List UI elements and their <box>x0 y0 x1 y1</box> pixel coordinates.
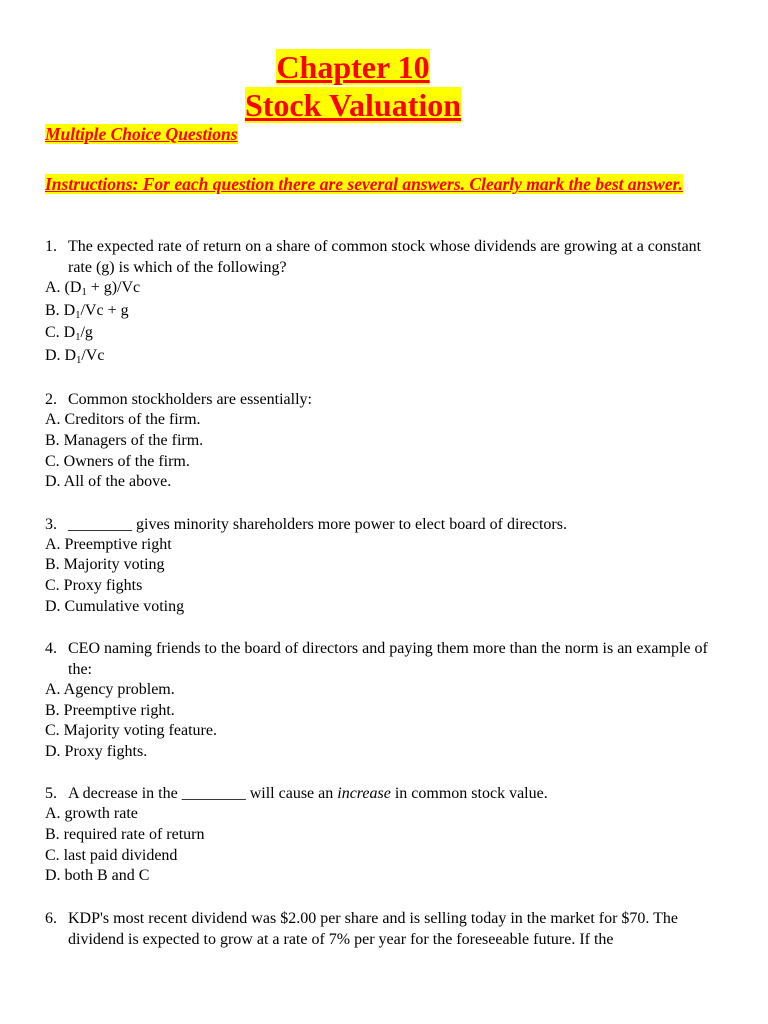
answer-option-a[interactable]: A. growth rate <box>45 805 138 823</box>
instructions-wrap <box>45 173 715 196</box>
question-1 <box>45 236 725 369</box>
question-number: 4. <box>45 639 57 657</box>
question-stem: KDP's most recent dividend was $2.00 per share and is selling today in the market for $70. The dividend is expected to grow at a rate of 7% per year for the foreseeable future. If the <box>68 909 679 948</box>
question-number: 1. <box>45 238 57 255</box>
answer-option-a[interactable]: A. Agency problem. <box>45 680 175 698</box>
question-4 <box>45 638 725 763</box>
answer-option-b[interactable]: B. Managers of the firm. <box>45 432 204 450</box>
title-block <box>0 48 706 124</box>
question-stem: ________ gives minority shareholders more power to elect board of directors. <box>68 515 567 533</box>
instructions-text: Instructions: For each question there are several answers. Clearly mark the best answer. <box>45 174 683 194</box>
question-list <box>45 236 725 970</box>
section-heading: Multiple Choice Questions <box>45 124 238 144</box>
question-number: 3. <box>45 515 57 533</box>
answer-option-a[interactable]: A. Preemptive right <box>45 535 172 553</box>
answer-option-c[interactable]: C. Owners of the firm. <box>45 452 190 470</box>
question-6 <box>45 908 725 950</box>
section-heading-wrap <box>45 124 238 145</box>
question-stem: Common stockholders are essentially: <box>68 391 312 409</box>
answer-option-b[interactable]: B. Majority voting <box>45 556 165 574</box>
chapter-heading: Chapter 10 <box>276 49 430 85</box>
answer-option-d[interactable]: D. All of the above. <box>45 473 172 491</box>
answer-option-c[interactable]: C. Majority voting feature. <box>45 722 217 740</box>
question-5 <box>45 783 725 887</box>
question-2 <box>45 389 725 493</box>
answer-option-c[interactable]: C. $D_1/g$ <box>45 324 93 344</box>
answer-option-d[interactable]: D. both B and C <box>45 867 150 885</box>
question-stem: The expected rate of return on a share of common stock whose dividends are growing at a constant rate (g) is which of the following? <box>68 238 702 276</box>
answer-option-a[interactable]: A. $(D_1 + g)/Vc$ <box>45 279 141 298</box>
question-number: 6. <box>45 909 57 927</box>
question-number: 2. <box>45 391 57 409</box>
question-3 <box>45 514 725 618</box>
answer-option-b[interactable]: B. $D_1/Vc + g$ <box>45 301 129 321</box>
answer-option-b[interactable]: B. Preemptive right. <box>45 701 175 719</box>
question-stem: A decrease in the ________ will cause an increase in common stock value. <box>68 785 548 803</box>
answer-option-b[interactable]: B. required rate of return <box>45 825 205 843</box>
page-title: Stock Valuation <box>244 87 462 123</box>
answer-option-c[interactable]: C. last paid dividend <box>45 846 178 864</box>
answer-option-a[interactable]: A. Creditors of the firm. <box>45 411 201 429</box>
question-stem: CEO naming friends to the board of directors and paying them more than the norm is an example of the: <box>68 639 708 678</box>
answer-option-d[interactable]: D. $D_1/Vc$ <box>45 347 105 367</box>
answer-option-d[interactable]: D. Cumulative voting <box>45 597 185 615</box>
answer-option-c[interactable]: C. Proxy fights <box>45 577 143 595</box>
question-number: 5. <box>45 785 57 803</box>
answer-option-d[interactable]: D. Proxy fights. <box>45 743 148 761</box>
emphasis-text: increase <box>337 785 391 803</box>
